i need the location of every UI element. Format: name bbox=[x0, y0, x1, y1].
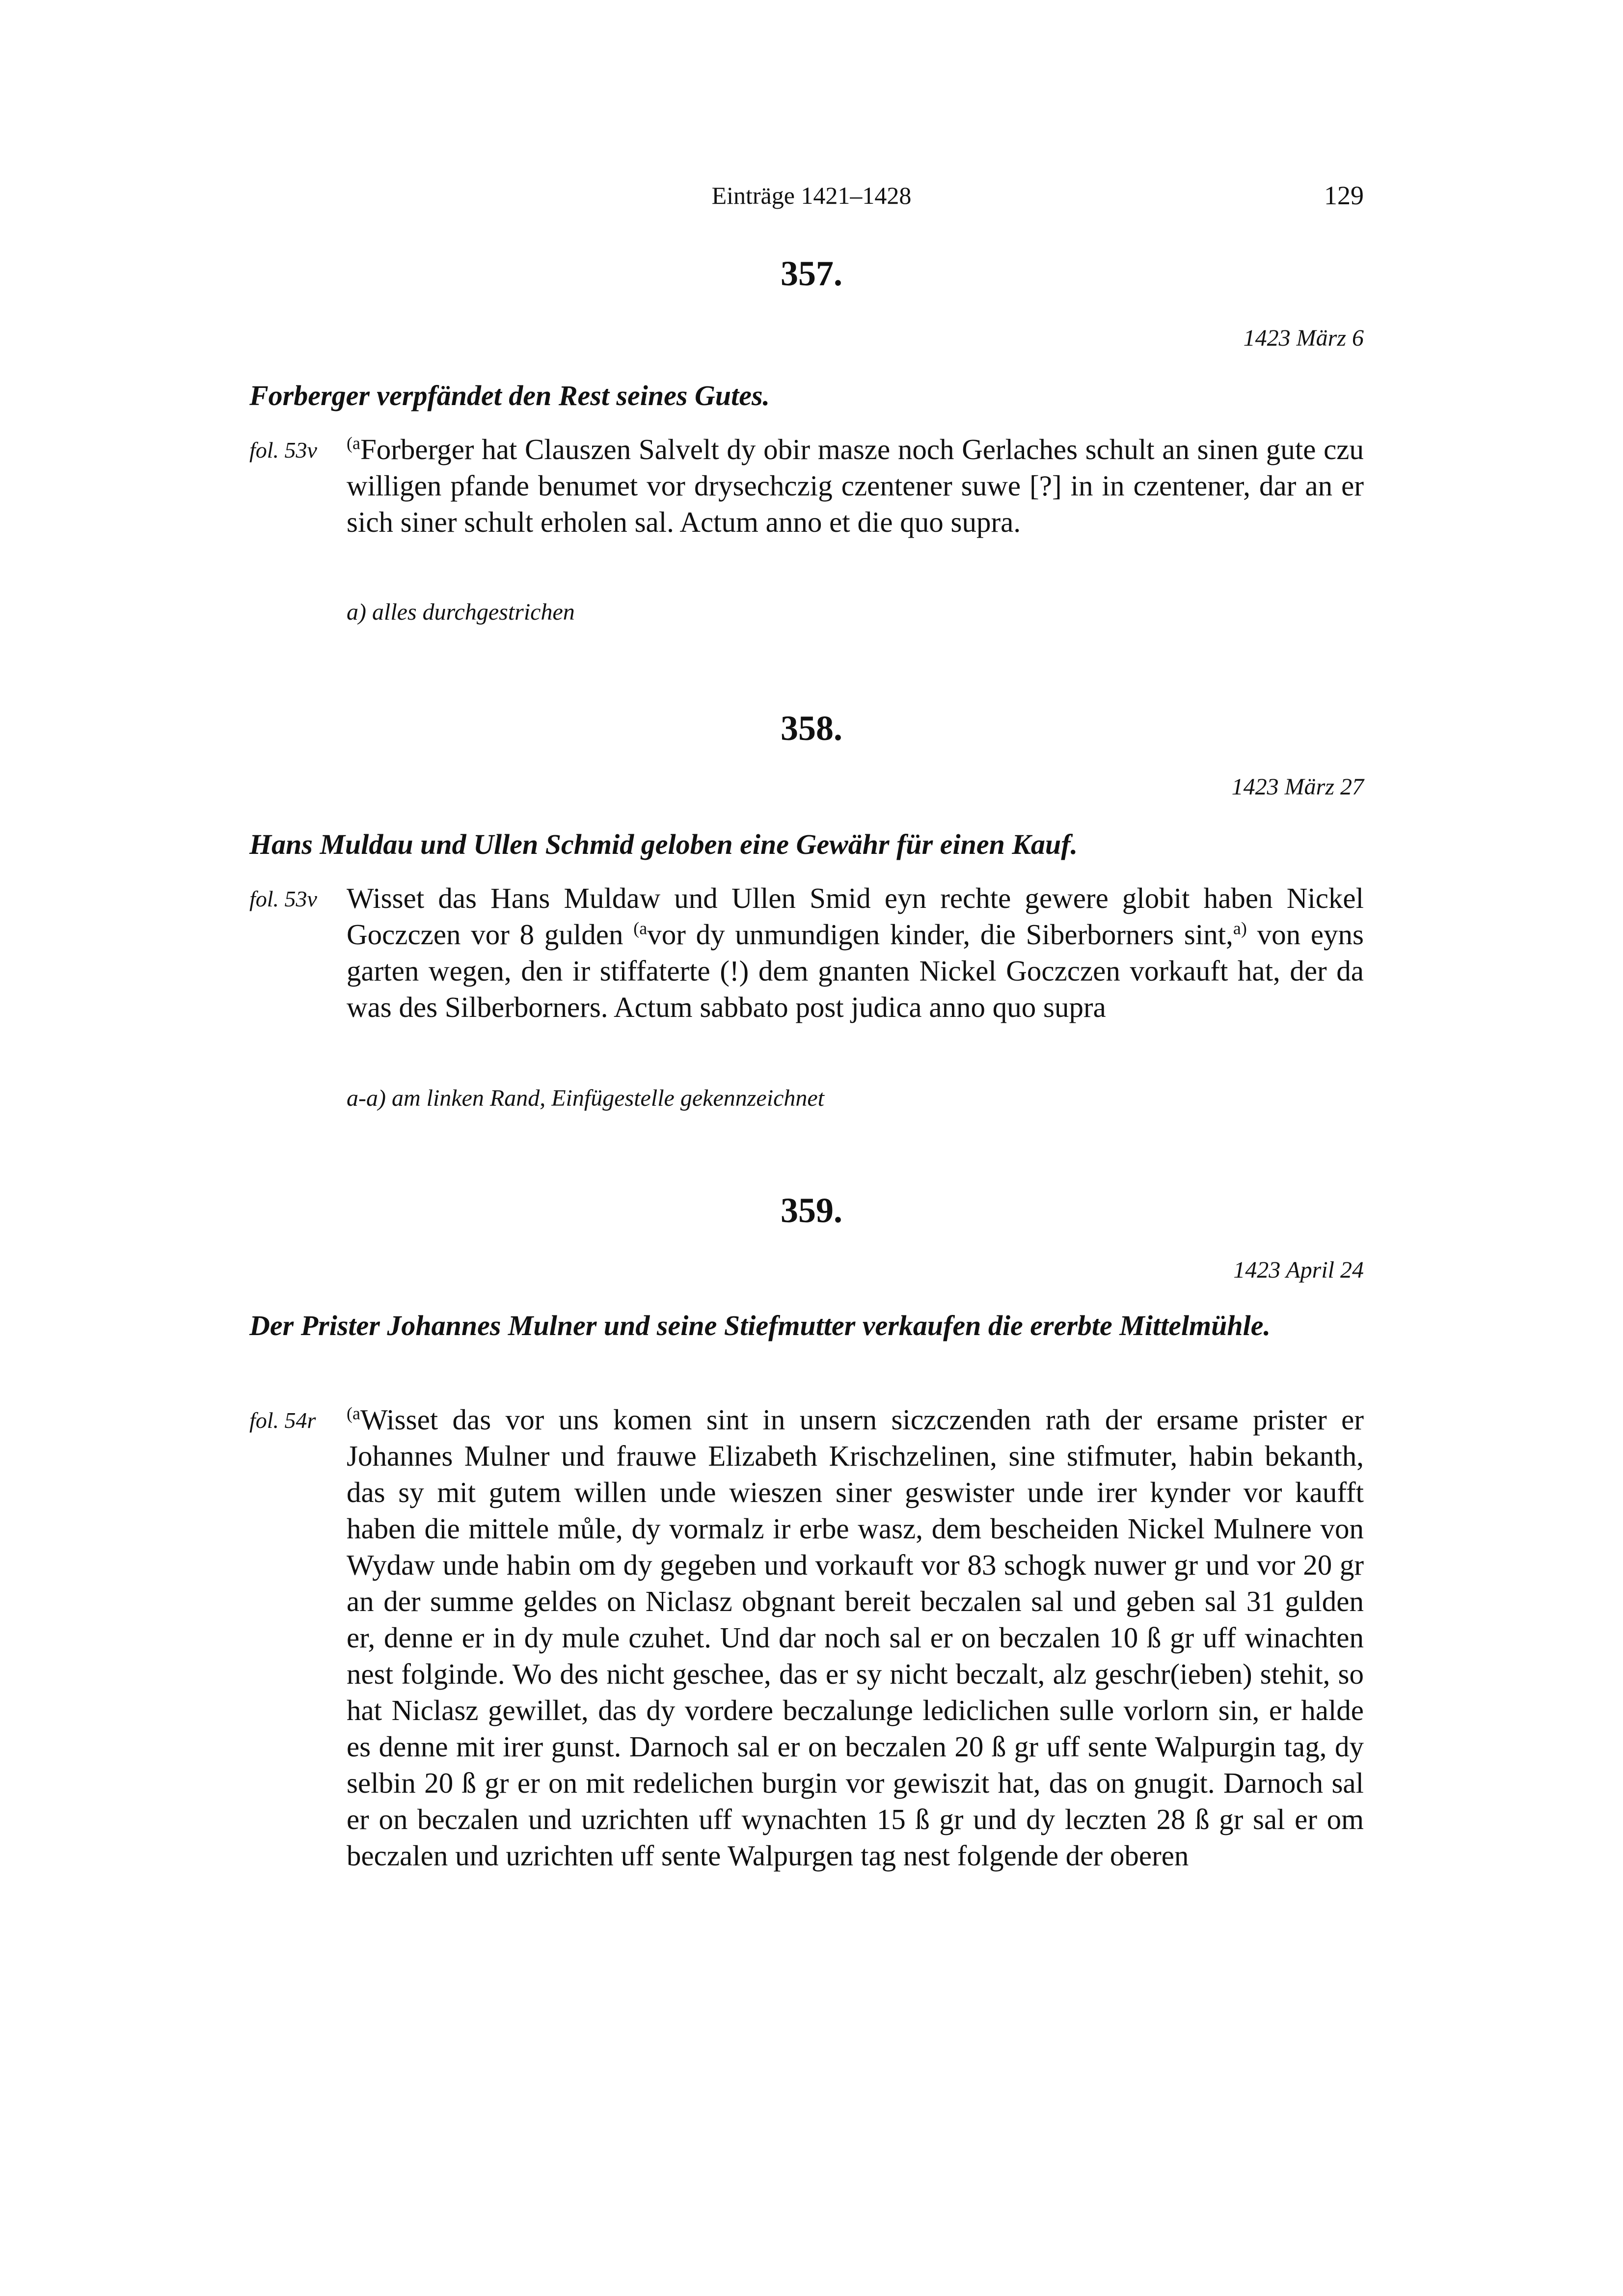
footnote: a) alles durchgestrichen bbox=[347, 599, 575, 625]
entry-number: 358. bbox=[781, 709, 842, 748]
folio-reference: fol. 53v bbox=[249, 437, 317, 463]
entry-text-part: vor dy unmundigen kinder, die Siberborners sint, bbox=[647, 918, 1233, 951]
entry-text-body: Wisset das vor uns komen sint in unsern siczczenden rath der ersame prister er Johannes Mulner und frauwe Elizabeth Krischzelinen, sine stifmuter, habin bekanth, das sy mit gutem willen unde wieszen siner geswister unde irer kynder vor kaufft haben die mittele můle, dy vormalz ir erbe wasz, dem bescheiden Nickel Mulnere von Wydaw unde habin om dy gegeben und vorkauft vor 83 schogk nuwer gr und vor 20 gr an der summe geldes on Niclasz obgnant bereit beczalen sal und geben sal 31 gulden er, denne er in dy mule czuhet. Und dar noch sal er on beczalen 10 ß gr uff winachten nest folginde. Wo des nicht geschee, das er sy nicht beczalt, alz geschr(ieben) stehit, so hat Niclasz gewillet, das dy vordere beczalunge lediclichen sulle vorlorn sin, er halde es denne mit irer gunst. Darnoch sal er on beczalen 20 ß gr uff sente Walpurgin tag, dy selbin 20 ß gr er on mit redelichen burgin vor gewiszit hat, das on gnugit. Darnoch sal er on beczalen und uzrichten uff wynachten 15 ß gr und dy leczten 28 ß gr sal er om beczalen und uzrichten uff sente Walpurgen tag nest folgende der oberen bbox=[347, 1403, 1364, 1872]
folio-reference: fol. 53v bbox=[249, 886, 317, 911]
running-head bbox=[0, 176, 1623, 215]
footnote-marker: (a bbox=[347, 433, 360, 453]
entry-date: 1423 März 6 bbox=[1243, 325, 1364, 351]
entry-date: 1423 April 24 bbox=[1233, 1257, 1364, 1283]
entry-number: 359. bbox=[781, 1191, 842, 1230]
entry-text bbox=[347, 431, 1364, 540]
entry-text-body: Forberger hat Clauszen Salvelt dy obir masze noch Gerlaches schult an sinen gute czu willigen pfande benumet vor drysechczig czentener suwe [?] in in czentener, dar an er sich siner schult erholen sal. Actum anno et die quo supra. bbox=[347, 433, 1364, 538]
footnote-marker: a) bbox=[1233, 918, 1247, 938]
entry-text bbox=[347, 880, 1364, 1025]
entry-text bbox=[347, 1401, 1364, 1874]
entry-date: 1423 März 27 bbox=[1231, 774, 1364, 800]
footnote-marker: (a bbox=[633, 918, 648, 938]
entry-text-part: von eyns garten wegen, den ir stiffaterte (!) dem gnanten Nickel Goczczen vorkauft hat, der da was des Silberborners. Actum sabbato post judica anno quo supra bbox=[347, 918, 1364, 1023]
entry-text-part: Wisset das Hans Muldaw und Ullen Smid eyn rechte gewere globit haben Nickel Goczczen vor 8 gulden bbox=[347, 882, 1364, 951]
entry-title: Forberger verpfändet den Rest seines Gutes. bbox=[249, 380, 770, 411]
footnote: a-a) am linken Rand, Einfügestelle gekennzeichnet bbox=[347, 1085, 825, 1111]
footnote-marker: (a bbox=[347, 1403, 360, 1423]
folio-reference: fol. 54r bbox=[249, 1408, 316, 1433]
entry-title: Der Prister Johannes Mulner und seine Stiefmutter verkaufen die ererbte Mittelmühle. bbox=[249, 1310, 1271, 1341]
entry-number: 357. bbox=[781, 254, 842, 293]
entry-title: Hans Muldau und Ullen Schmid geloben eine Gewähr für einen Kauf. bbox=[249, 828, 1078, 860]
running-title: Einträge 1421–1428 bbox=[711, 182, 912, 209]
page-number: 129 bbox=[1324, 181, 1364, 210]
